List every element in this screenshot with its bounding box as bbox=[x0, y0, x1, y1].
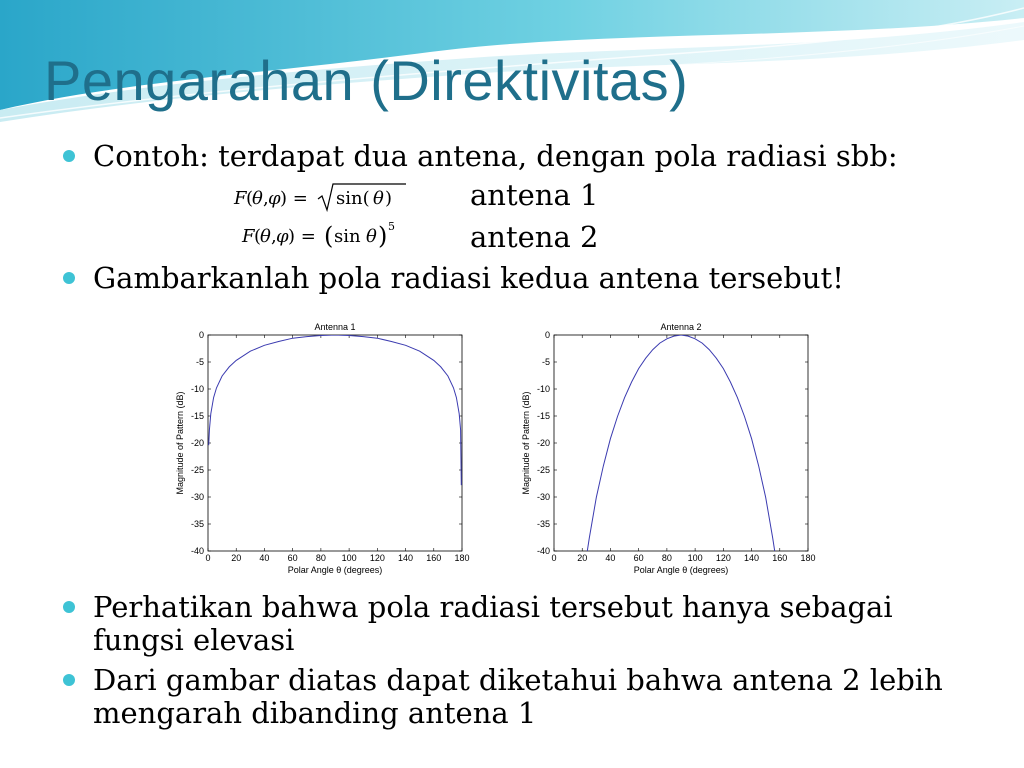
svg-text:φ: φ bbox=[276, 226, 289, 247]
x-tick-label: 160 bbox=[426, 553, 442, 563]
svg-text:(: ( bbox=[246, 188, 254, 209]
slide-title: Pengarahan (Direktivitas) bbox=[44, 49, 689, 112]
bullet-4 bbox=[93, 664, 943, 730]
bullet-dot-icon bbox=[63, 272, 75, 284]
x-tick-label: 20 bbox=[577, 553, 588, 563]
svg-text:θ: θ bbox=[373, 188, 384, 209]
x-tick-label: 40 bbox=[605, 553, 616, 563]
x-tick-label: 120 bbox=[715, 553, 731, 563]
y-tick-label: 0 bbox=[198, 330, 204, 340]
x-axis-label: Polar Angle θ (degrees) bbox=[287, 565, 383, 575]
bullet-3 bbox=[93, 591, 893, 657]
bullet-3-line-1: Perhatikan bahwa pola radiasi tersebut hanya sebagai bbox=[93, 590, 893, 624]
x-tick-label: 80 bbox=[661, 553, 672, 563]
x-tick-label: 20 bbox=[231, 553, 242, 563]
bullet-4-line-2: mengarah dibanding antena 1 bbox=[93, 696, 537, 730]
y-tick-label: -25 bbox=[536, 465, 550, 475]
x-tick-label: 60 bbox=[287, 553, 298, 563]
y-axis-label: Magnitude of Pattern (dB) bbox=[521, 391, 531, 495]
x-tick-label: 120 bbox=[369, 553, 385, 563]
bullet-4-line-1: Dari gambar diatas dapat diketahui bahwa antena 2 lebih bbox=[93, 663, 943, 697]
chart-title: Antenna 2 bbox=[660, 322, 702, 332]
y-tick-label: -15 bbox=[536, 411, 550, 421]
x-tick-label: 180 bbox=[800, 553, 816, 563]
plot-area bbox=[208, 335, 462, 551]
x-tick-label: 180 bbox=[454, 553, 470, 563]
svg-text:F: F bbox=[242, 226, 255, 247]
y-tick-label: -30 bbox=[190, 492, 204, 502]
svg-text:): ) bbox=[385, 188, 393, 209]
y-tick-label: -5 bbox=[195, 357, 204, 367]
svg-text:F: F bbox=[234, 188, 247, 209]
y-tick-label: -5 bbox=[541, 357, 550, 367]
x-tick-label: 0 bbox=[205, 553, 211, 563]
chart-antenna-1 bbox=[172, 312, 472, 584]
bullet-dot-icon bbox=[63, 674, 75, 686]
antena-1-label: antena 1 bbox=[470, 178, 599, 212]
x-tick-label: 140 bbox=[398, 553, 414, 563]
x-tick-label: 100 bbox=[687, 553, 703, 563]
bullet-dot-icon bbox=[63, 601, 75, 613]
formula-antena-2 bbox=[232, 218, 408, 252]
chart-antenna-2-svg bbox=[518, 312, 818, 584]
svg-text:φ: φ bbox=[268, 188, 281, 209]
svg-text:,: , bbox=[271, 226, 277, 247]
bullet-dot-icon bbox=[63, 150, 75, 162]
x-axis-label: Polar Angle θ (degrees) bbox=[633, 565, 729, 575]
formula-2-graphic bbox=[232, 218, 408, 252]
x-tick-label: 140 bbox=[744, 553, 760, 563]
svg-text:θ: θ bbox=[252, 188, 263, 209]
x-tick-label: 80 bbox=[315, 553, 326, 563]
svg-text:θ: θ bbox=[366, 226, 377, 247]
y-tick-label: -35 bbox=[190, 519, 204, 529]
svg-text:θ: θ bbox=[260, 226, 271, 247]
x-tick-label: 160 bbox=[772, 553, 788, 563]
bullet-3-line-2: fungsi elevasi bbox=[93, 623, 295, 657]
chart-antenna-2 bbox=[518, 312, 818, 584]
svg-text:sin: sin bbox=[334, 226, 361, 247]
antena-2-label: antena 2 bbox=[470, 220, 599, 254]
chart-antenna-1-svg bbox=[172, 312, 472, 584]
y-tick-label: -20 bbox=[536, 438, 550, 448]
y-tick-label: -10 bbox=[190, 384, 204, 394]
svg-text:): ) bbox=[378, 222, 388, 250]
y-tick-label: -35 bbox=[536, 519, 550, 529]
plot-area bbox=[554, 335, 808, 551]
formula-1-graphic bbox=[232, 180, 408, 214]
y-tick-label: 0 bbox=[544, 330, 550, 340]
y-tick-label: -40 bbox=[536, 546, 550, 556]
y-tick-label: -25 bbox=[190, 465, 204, 475]
x-tick-label: 60 bbox=[633, 553, 644, 563]
bullet-2-text: Gambarkanlah pola radiasi kedua antena tersebut! bbox=[93, 261, 844, 295]
bullet-1-text: Contoh: terdapat dua antena, dengan pola radiasi sbb: bbox=[93, 139, 898, 173]
svg-text:) =: ) = bbox=[280, 188, 308, 209]
bullet-1 bbox=[93, 140, 898, 173]
y-tick-label: -20 bbox=[190, 438, 204, 448]
formula-antena-1 bbox=[232, 180, 408, 214]
x-tick-label: 100 bbox=[341, 553, 357, 563]
y-tick-label: -10 bbox=[536, 384, 550, 394]
x-tick-label: 40 bbox=[259, 553, 270, 563]
y-tick-label: -30 bbox=[536, 492, 550, 502]
y-tick-label: -40 bbox=[190, 546, 204, 556]
svg-text:sin(: sin( bbox=[336, 188, 370, 209]
svg-text:(: ( bbox=[324, 222, 334, 250]
svg-text:(: ( bbox=[254, 226, 262, 247]
y-axis-label: Magnitude of Pattern (dB) bbox=[175, 391, 185, 495]
bullet-2 bbox=[93, 262, 844, 295]
svg-text:) =: ) = bbox=[288, 226, 316, 247]
chart-title: Antenna 1 bbox=[314, 322, 356, 332]
x-tick-label: 0 bbox=[551, 553, 557, 563]
svg-text:5: 5 bbox=[388, 220, 395, 233]
svg-text:,: , bbox=[263, 188, 269, 209]
y-tick-label: -15 bbox=[190, 411, 204, 421]
